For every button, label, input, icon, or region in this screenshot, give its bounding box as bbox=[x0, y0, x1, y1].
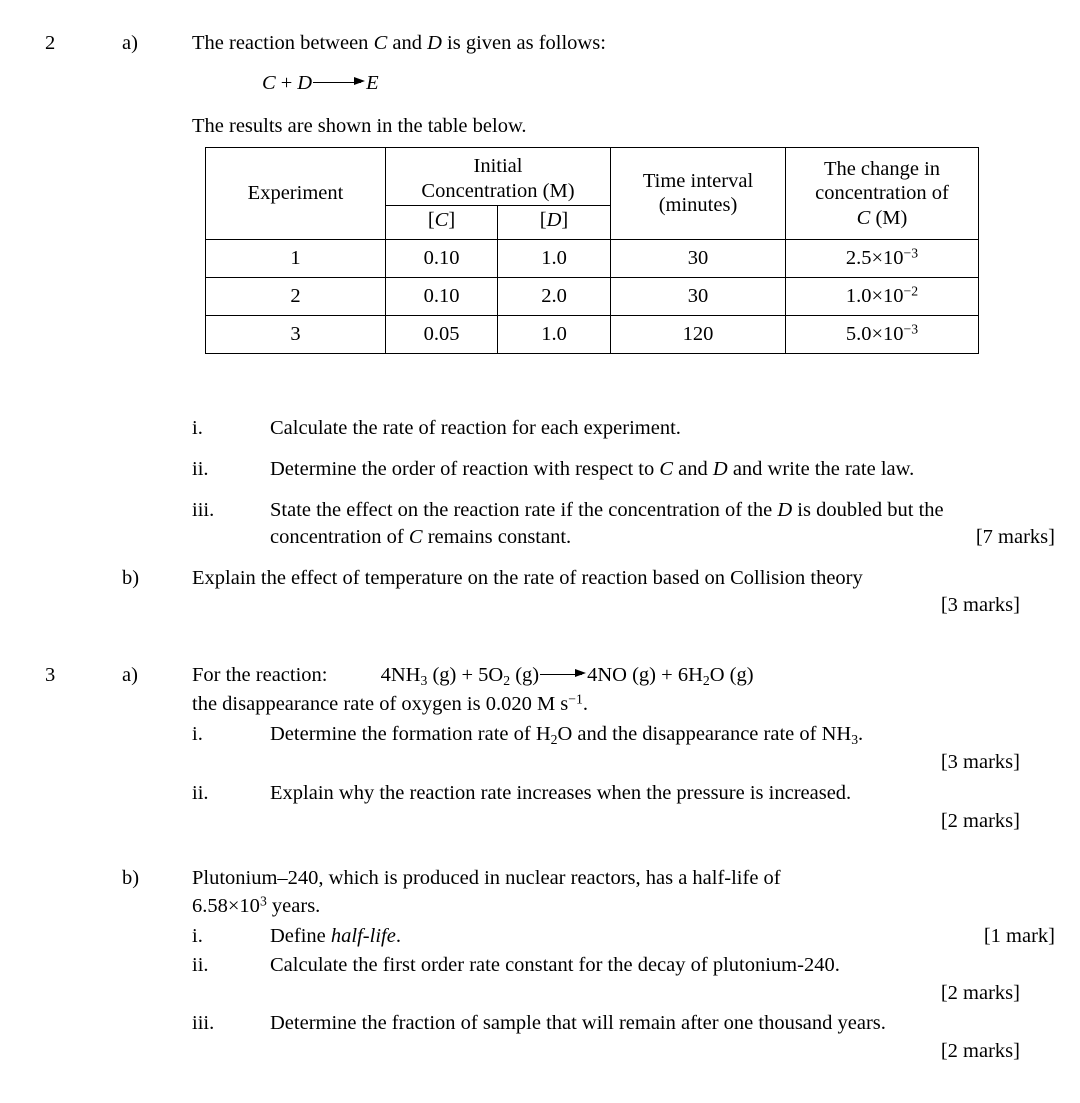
item-label-ii: ii. bbox=[192, 782, 209, 804]
item-iii-var-c: C bbox=[408, 526, 423, 549]
item-i-pre: Determine the formation rate of H bbox=[270, 723, 551, 745]
rate-line-period: . bbox=[582, 693, 589, 715]
cell-d: 2.0 bbox=[498, 277, 611, 315]
question-3a-lead-text bbox=[192, 662, 1030, 689]
define-label: Define bbox=[270, 925, 331, 947]
item-iii-var-d: D bbox=[777, 499, 793, 521]
question-2a-item-i bbox=[192, 415, 1055, 442]
item-i-post: . bbox=[858, 723, 864, 745]
rate-line-text: the disappearance rate of oxygen is 0.020 M s bbox=[192, 693, 569, 715]
part-letter-3a: a) bbox=[122, 664, 138, 686]
equation-reactant-c: C bbox=[262, 72, 276, 94]
eq-h2o-sub: 2 bbox=[702, 672, 710, 688]
header-time-interval bbox=[611, 148, 786, 240]
question-2b-text: Explain the effect of temperature on the rate of reaction based on Collision theory bbox=[192, 567, 863, 589]
results-table-wrapper bbox=[205, 147, 979, 354]
question-number-spacer-2b bbox=[45, 565, 122, 592]
header-initial-concentration bbox=[386, 148, 611, 206]
item-text-ii: Explain why the reaction rate increases when the pressure is increased. bbox=[270, 782, 852, 804]
question-2a-item-iii bbox=[192, 497, 1055, 552]
question-3b bbox=[45, 865, 1055, 892]
intro-mid: and bbox=[387, 32, 428, 54]
results-table bbox=[205, 147, 979, 354]
item-text-ii: Calculate the first order rate constant for the decay of plutonium-240. bbox=[270, 954, 840, 976]
header-change-in-concentration bbox=[786, 148, 979, 240]
question-number-3: 3 bbox=[45, 664, 56, 686]
intro-pre: The reaction between bbox=[192, 32, 374, 54]
marks-3b-iii: [2 marks] bbox=[940, 1040, 1020, 1062]
question-3b-item-i bbox=[192, 923, 1055, 950]
eq-o2-sub: 2 bbox=[503, 672, 511, 688]
cell-change-exponent: −2 bbox=[903, 283, 919, 299]
equation-reactant-d: D bbox=[297, 72, 313, 94]
half-life-exponent: 3 bbox=[259, 893, 267, 909]
item-label-i: i. bbox=[192, 925, 203, 947]
question-3a-item-ii bbox=[192, 780, 1055, 807]
cell-change-mantissa: 5.0×10 bbox=[845, 322, 904, 345]
header-change-var-c: C bbox=[856, 206, 871, 229]
marks-2a: [7 marks] bbox=[975, 526, 1055, 549]
eq-nh3-sub: 3 bbox=[420, 672, 428, 688]
question-2b bbox=[45, 565, 1055, 592]
header-time-line2: (minutes) bbox=[658, 194, 738, 217]
d-bracket-close: ] bbox=[561, 209, 569, 232]
d-letter: D bbox=[546, 209, 562, 232]
question-3b-line2 bbox=[192, 893, 320, 920]
cell-c: 0.10 bbox=[386, 277, 498, 315]
cell-change bbox=[786, 239, 979, 277]
item-ii-var-c: C bbox=[659, 458, 674, 480]
item-text-iii: Determine the fraction of sample that will remain after one thousand years. bbox=[270, 1012, 886, 1034]
header-change-unit: (M) bbox=[870, 206, 908, 229]
marks-2b: [3 marks] bbox=[940, 594, 1020, 616]
cell-change bbox=[786, 277, 979, 315]
c-bracket-open: [ bbox=[427, 209, 435, 232]
item-label-i: i. bbox=[192, 417, 203, 439]
cell-time: 120 bbox=[611, 315, 786, 353]
question-3a-lead bbox=[45, 662, 1055, 689]
for-the-reaction-label: For the reaction: bbox=[192, 664, 328, 686]
reaction-arrow-icon bbox=[540, 667, 586, 680]
half-life-value: 6.58×10 bbox=[192, 895, 260, 917]
equation-product-e: E bbox=[366, 72, 379, 94]
cell-c: 0.10 bbox=[386, 239, 498, 277]
c-letter: C bbox=[434, 209, 449, 232]
marks-3b-i: [1 mark] bbox=[983, 925, 1055, 947]
marks-3b-ii: [2 marks] bbox=[940, 982, 1020, 1004]
header-experiment: Experiment bbox=[206, 148, 386, 240]
header-change-line2: concentration of bbox=[815, 182, 949, 205]
eq-o2: (g) + 5O bbox=[427, 664, 504, 686]
question-3a-rate-line bbox=[192, 691, 588, 718]
item-text-ii: Determine the order of reaction with respect to C and D and write the rate law. bbox=[270, 458, 915, 480]
part-letter-3b: b) bbox=[122, 867, 140, 889]
cell-change-mantissa: 2.5×10 bbox=[845, 246, 904, 269]
table-row bbox=[206, 277, 979, 315]
cell-time: 30 bbox=[611, 277, 786, 315]
cell-change bbox=[786, 315, 979, 353]
question-2a-item-ii bbox=[192, 456, 1055, 483]
header-d-concentration bbox=[498, 206, 611, 240]
intro-var-c: C bbox=[373, 32, 388, 54]
item-label-iii: iii. bbox=[192, 1012, 215, 1034]
cell-d: 1.0 bbox=[498, 239, 611, 277]
item-ii-var-d: D bbox=[712, 458, 728, 480]
cell-c: 0.05 bbox=[386, 315, 498, 353]
item-text-i bbox=[270, 923, 1055, 950]
item-text-i: Calculate the rate of reaction for each experiment. bbox=[270, 417, 681, 439]
cell-experiment: 1 bbox=[206, 239, 386, 277]
half-life-unit: years. bbox=[266, 895, 321, 917]
question-2a-intro-text bbox=[192, 30, 1030, 57]
item-i-sub-h2o: 2 bbox=[550, 731, 558, 747]
cell-time: 30 bbox=[611, 239, 786, 277]
eq-o2-state: (g) bbox=[510, 664, 540, 686]
reaction-equation-ammonia bbox=[381, 664, 754, 686]
item-text-iii: State the effect on the reaction rate if the concentration of the D is doubled but the concentration of C remains constant. [7 marks] bbox=[270, 497, 1055, 552]
header-change-line3 bbox=[790, 206, 974, 231]
eq-nh3: 4NH bbox=[380, 664, 421, 686]
d-bracket-open: [ bbox=[539, 209, 547, 232]
table-header-row-1 bbox=[206, 148, 979, 206]
cell-d: 1.0 bbox=[498, 315, 611, 353]
results-table-body bbox=[206, 239, 979, 353]
reaction-arrow-icon bbox=[313, 75, 365, 88]
cell-change-exponent: −3 bbox=[903, 321, 919, 337]
marks-3a-ii: [2 marks] bbox=[940, 810, 1020, 832]
item-i-mid: O and the disappearance rate of NH bbox=[557, 723, 852, 745]
header-change-line1: The change in bbox=[823, 157, 941, 180]
item-label-i: i. bbox=[192, 723, 203, 745]
cell-change-mantissa: 1.0×10 bbox=[845, 284, 904, 307]
cell-change-exponent: −3 bbox=[903, 245, 919, 261]
question-number-spacer-3b bbox=[45, 865, 122, 892]
question-3b-item-iii bbox=[192, 1010, 1055, 1037]
item-label-ii: ii. bbox=[192, 458, 209, 480]
half-life-term: half-life bbox=[330, 925, 396, 947]
define-period: . bbox=[395, 925, 401, 947]
header-concentration: Concentration (M) bbox=[421, 179, 575, 202]
item-label-iii: iii. bbox=[192, 499, 215, 521]
rate-line-exponent: −1 bbox=[568, 691, 583, 707]
table-row bbox=[206, 239, 979, 277]
question-3b-line1: Plutonium–240, which is produced in nuclear reactors, has a half-life of bbox=[192, 867, 781, 889]
results-table-caption: The results are shown in the table below. bbox=[192, 115, 527, 137]
item-i-sub-nh3: 3 bbox=[851, 731, 859, 747]
question-3b-item-ii bbox=[192, 952, 1055, 979]
intro-post: is given as follows: bbox=[441, 32, 606, 54]
equation-plus: + bbox=[280, 72, 293, 94]
part-letter-2b: b) bbox=[122, 567, 140, 589]
c-bracket-close: ] bbox=[448, 209, 456, 232]
table-row bbox=[206, 315, 979, 353]
part-letter-2a: a) bbox=[122, 32, 138, 54]
header-c-concentration bbox=[386, 206, 498, 240]
eq-products: 4NO (g) + 6H bbox=[587, 664, 703, 686]
item-label-ii: ii. bbox=[192, 954, 209, 976]
marks-3a-i: [3 marks] bbox=[940, 751, 1020, 773]
question-3a-item-i bbox=[192, 721, 1055, 748]
cell-experiment: 3 bbox=[206, 315, 386, 353]
item-text-i bbox=[270, 721, 1055, 748]
eq-h2o-state: O (g) bbox=[709, 664, 754, 686]
intro-var-d: D bbox=[427, 32, 442, 54]
header-time-line1: Time interval bbox=[642, 169, 754, 192]
header-initial: Initial bbox=[473, 155, 523, 177]
question-number-2: 2 bbox=[45, 32, 56, 54]
reaction-equation-cde bbox=[262, 70, 379, 97]
question-2a-intro bbox=[45, 30, 1055, 57]
cell-experiment: 2 bbox=[206, 277, 386, 315]
